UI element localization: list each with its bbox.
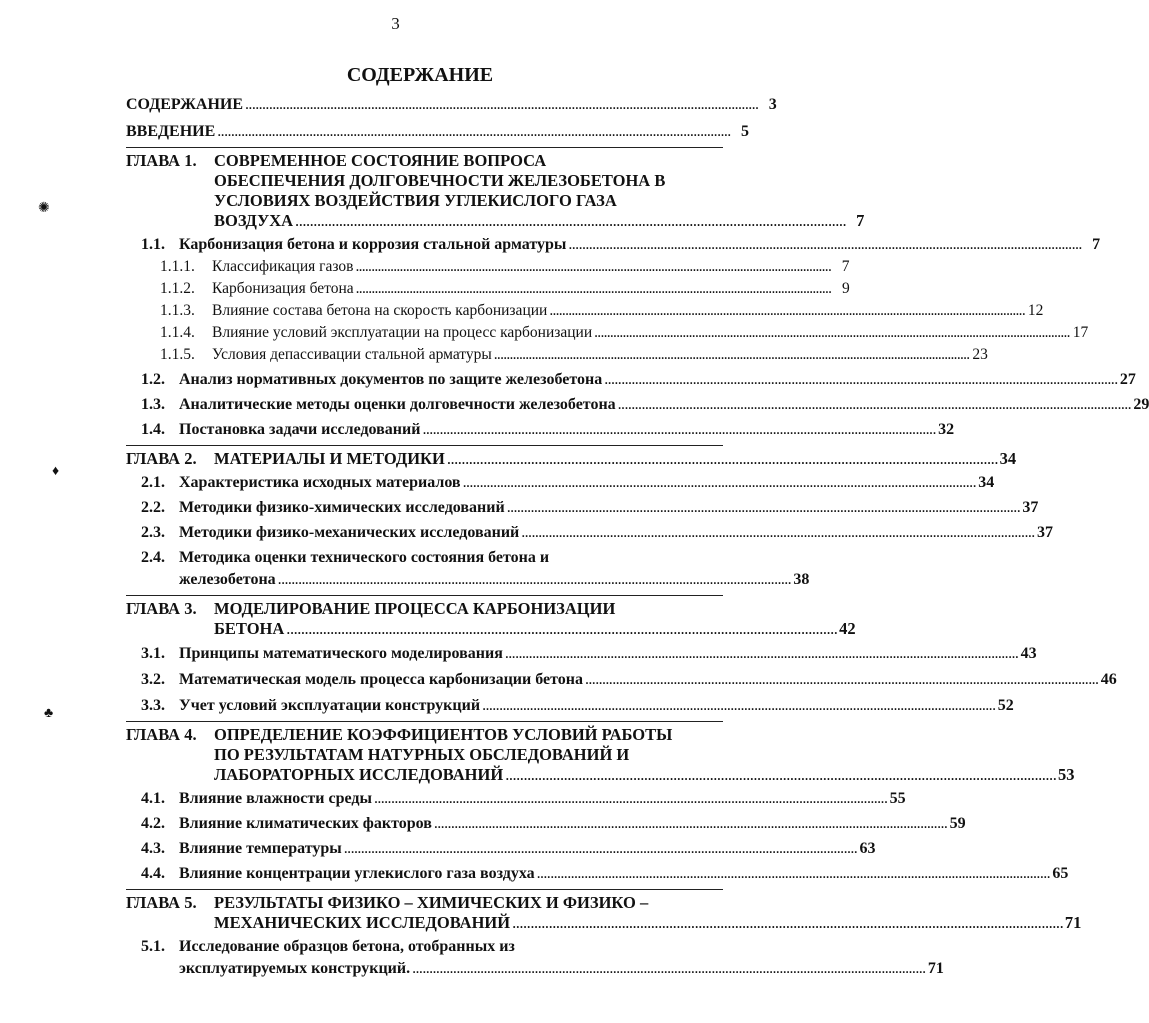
chapter-title-last-line: БЕТОНА [214, 619, 285, 638]
chapter-title-last-line: МАТЕРИАЛЫ И МЕТОДИКИ [214, 449, 445, 468]
chapter-block [126, 595, 1117, 717]
section-page: 38 [793, 571, 810, 588]
chapter-title-last-line: ЛАБОРАТОРНЫХ ИССЛЕДОВАНИЙ [214, 765, 504, 784]
dot-leader [537, 863, 1049, 885]
dot-leader [463, 472, 975, 494]
section-title-first-line: Исследование образцов бетона, отобранных из [179, 938, 515, 955]
section-title: Аналитические методы оценки долговечности железобетона [179, 396, 616, 413]
chapter-page: 7 [856, 211, 865, 230]
dot-leader [412, 958, 924, 980]
chapter-title-line: РЕЗУЛЬТАТЫ ФИЗИКО – ХИМИЧЕСКИХ И ФИЗИКО – [214, 893, 649, 912]
section-page: 32 [938, 421, 955, 438]
section-page: 71 [927, 960, 944, 977]
dot-leader [549, 300, 1023, 322]
dot-leader [585, 669, 1097, 691]
chapter-label: ГЛАВА 5. [126, 893, 197, 912]
scan-blot: ♦ [52, 464, 60, 479]
section-number: 4.2. [141, 815, 165, 832]
toc-section[interactable] [141, 234, 1101, 256]
section-page: 34 [978, 474, 995, 491]
chapter-heading[interactable] [126, 599, 856, 639]
toc-section[interactable] [141, 419, 955, 441]
section-page: 65 [1052, 865, 1069, 882]
section-number: 3.3. [141, 697, 165, 714]
section-title: Карбонизация бетона и коррозия стальной арматуры [179, 236, 567, 253]
section-page: 46 [1100, 671, 1117, 688]
section-number: 4.1. [141, 790, 165, 807]
dot-leader [245, 94, 757, 116]
dot-leader [505, 643, 1017, 665]
dot-leader [355, 256, 829, 278]
subsection-page: 9 [842, 280, 850, 297]
toc-section[interactable] [141, 643, 1037, 665]
toc-section[interactable] [141, 497, 1039, 519]
section-number: 1.2. [141, 371, 165, 388]
section-number: 4.4. [141, 865, 165, 882]
toc-section[interactable] [141, 695, 1014, 717]
section-number: 2.1. [141, 474, 165, 491]
section-number: 2.2. [141, 499, 165, 516]
chapter-heading[interactable] [126, 893, 1082, 933]
subsection-number: 1.1.2. [160, 280, 195, 297]
section-number: 1.3. [141, 396, 165, 413]
toc-title: СОДЕРЖАНИЕ [346, 64, 494, 86]
chapter-page: 42 [839, 619, 856, 638]
section-page: 37 [1022, 499, 1039, 516]
chapter-heading[interactable] [126, 151, 865, 231]
toc-subsection[interactable] [160, 322, 1089, 344]
toc-section[interactable] [141, 863, 1069, 885]
chapter-title-line: ОБЕСПЕЧЕНИЯ ДОЛГОВЕЧНОСТИ ЖЕЛЕЗОБЕТОНА В [214, 171, 666, 190]
dot-leader [594, 322, 1068, 344]
dot-leader [344, 838, 856, 860]
toc-section[interactable] [141, 788, 906, 810]
dot-leader [512, 913, 1061, 933]
chapter-title-last-line: МЕХАНИЧЕСКИХ ИССЛЕДОВАНИЙ [214, 913, 511, 932]
scan-blot: ♣ [44, 706, 54, 721]
dot-leader [295, 211, 844, 231]
subsection-number: 1.1.5. [160, 346, 195, 363]
chapter-page: 34 [999, 449, 1017, 468]
subsection-page: 7 [841, 258, 850, 275]
toc-subsection[interactable] [160, 256, 850, 278]
toc-section[interactable] [126, 936, 944, 980]
section-title: Влияние климатических факторов [179, 815, 432, 832]
section-page: 59 [949, 815, 966, 832]
chapter-label: ГЛАВА 3. [126, 599, 197, 618]
dot-leader [604, 369, 1116, 391]
section-page: 37 [1036, 524, 1053, 541]
section-title: Влияние концентрации углекислого газа воздуха [179, 865, 535, 882]
chapter-title-line: МОДЕЛИРОВАНИЕ ПРОЦЕССА КАРБОНИЗАЦИИ [214, 599, 616, 618]
subsection-page: 23 [972, 346, 988, 363]
toc-entry-text: ВВЕДЕНИЕ [126, 123, 216, 140]
chapter-heading[interactable] [126, 725, 1075, 785]
chapter-page: 53 [1058, 765, 1075, 784]
subsection-number: 1.1.3. [160, 302, 195, 319]
chapter-title-last-line: ВОЗДУХА [214, 211, 294, 230]
toc-subsection[interactable] [160, 278, 850, 300]
chapter-page: 71 [1064, 913, 1082, 932]
scan-blot: ✺ [38, 201, 50, 216]
subsection-page: 12 [1027, 302, 1044, 319]
section-title: Характеристика исходных материалов [179, 474, 461, 491]
toc-section[interactable] [141, 522, 1053, 544]
toc-section[interactable] [141, 472, 995, 494]
chapter-title-line: СОВРЕМЕННОЕ СОСТОЯНИЕ ВОПРОСА [214, 151, 547, 170]
section-title: Анализ нормативных документов по защите железобетона [179, 371, 603, 388]
dot-leader [374, 788, 886, 810]
page-number: 3 [391, 14, 400, 33]
section-title-first-line: Методика оценки технического состояния бетона и [179, 549, 550, 566]
section-page: 55 [889, 790, 906, 807]
section-title: Влияние влажности среды [179, 790, 372, 807]
section-title: Математическая модель процесса карбонизации бетона [179, 671, 583, 688]
section-title: Методики физико-механических исследований [179, 524, 520, 541]
chapter-label: ГЛАВА 1. [126, 151, 197, 170]
toc-section[interactable] [141, 813, 966, 835]
dot-leader [507, 497, 1019, 519]
toc-entry-contents[interactable] [126, 94, 777, 116]
dot-leader [356, 278, 830, 300]
section-number: 1.4. [141, 421, 165, 438]
toc-section[interactable] [126, 547, 810, 591]
toc-section[interactable] [141, 669, 1117, 691]
chapter-title-line: ОПРЕДЕЛЕНИЕ КОЭФФИЦИЕНТОВ УСЛОВИЙ РАБОТЫ [214, 725, 673, 744]
chapter-block [126, 147, 1149, 441]
section-number: 3.1. [141, 645, 165, 662]
chapter-heading[interactable] [126, 449, 1017, 469]
subsection-title: Влияние условий эксплуатации на процесс карбонизации [212, 324, 593, 341]
toc-entry-introduction[interactable] [126, 121, 749, 143]
chapter-block [126, 889, 1082, 980]
dot-leader [494, 344, 968, 366]
toc-section[interactable] [141, 394, 1149, 416]
section-number: 1.1. [141, 236, 165, 253]
section-page: 43 [1020, 645, 1037, 662]
subsection-title: Классификация газов [212, 258, 354, 275]
section-page: 7 [1092, 236, 1101, 253]
section-page: 29 [1133, 396, 1149, 413]
subsection-title: Влияние состава бетона на скорость карбонизации [212, 302, 548, 319]
chapter-label: ГЛАВА 4. [126, 725, 197, 744]
section-number: 5.1. [141, 938, 165, 955]
section-title: Учет условий эксплуатации конструкций [179, 697, 481, 714]
dot-leader [568, 234, 1080, 256]
section-page: 52 [997, 697, 1014, 714]
subsection-number: 1.1.4. [160, 324, 195, 341]
section-title: Влияние температуры [179, 840, 342, 857]
chapter-block [126, 721, 1075, 885]
section-number: 2.4. [141, 549, 165, 566]
chapter-block [126, 445, 1053, 591]
dot-leader [505, 765, 1054, 785]
section-number: 2.3. [141, 524, 165, 541]
chapter-title-line: ПО РЕЗУЛЬТАТАМ НАТУРНЫХ ОБСЛЕДОВАНИЙ И [214, 745, 630, 764]
dot-leader [422, 419, 934, 441]
table-of-contents [126, 94, 1149, 980]
subsection-number: 1.1.1. [160, 258, 195, 275]
toc-section[interactable] [141, 369, 1136, 391]
section-title: Постановка задачи исследований [179, 421, 421, 438]
toc-subsection[interactable] [160, 344, 988, 366]
dot-leader [286, 619, 835, 639]
dot-leader [521, 522, 1033, 544]
toc-entry-page: 3 [768, 96, 777, 113]
dot-leader [217, 121, 729, 143]
dot-leader [447, 449, 996, 469]
dot-leader [278, 569, 790, 591]
toc-entry-page: 5 [740, 123, 749, 140]
subsection-title: Карбонизация бетона [212, 280, 354, 297]
toc-entry-text: СОДЕРЖАНИЕ [126, 96, 244, 113]
section-number: 4.3. [141, 840, 165, 857]
section-title-last-line: железобетона [179, 571, 276, 588]
subsection-title: Условия депассивации стальной арматуры [212, 346, 492, 363]
section-page: 63 [859, 840, 876, 857]
section-title: Принципы математического моделирования [179, 645, 503, 662]
dot-leader [482, 695, 994, 717]
toc-subsection[interactable] [160, 300, 1044, 322]
dot-leader [618, 394, 1130, 416]
section-title: Методики физико-химических исследований [179, 499, 505, 516]
subsection-page: 17 [1072, 324, 1089, 341]
toc-section[interactable] [141, 838, 876, 860]
section-number: 3.2. [141, 671, 165, 688]
chapter-title-line: УСЛОВИЯХ ВОЗДЕЙСТВИЯ УГЛЕКИСЛОГО ГАЗА [214, 191, 617, 210]
section-title-last-line: эксплуатируемых конструкций. [179, 960, 411, 977]
dot-leader [434, 813, 946, 835]
section-page: 27 [1119, 371, 1136, 388]
chapter-label: ГЛАВА 2. [126, 449, 197, 468]
